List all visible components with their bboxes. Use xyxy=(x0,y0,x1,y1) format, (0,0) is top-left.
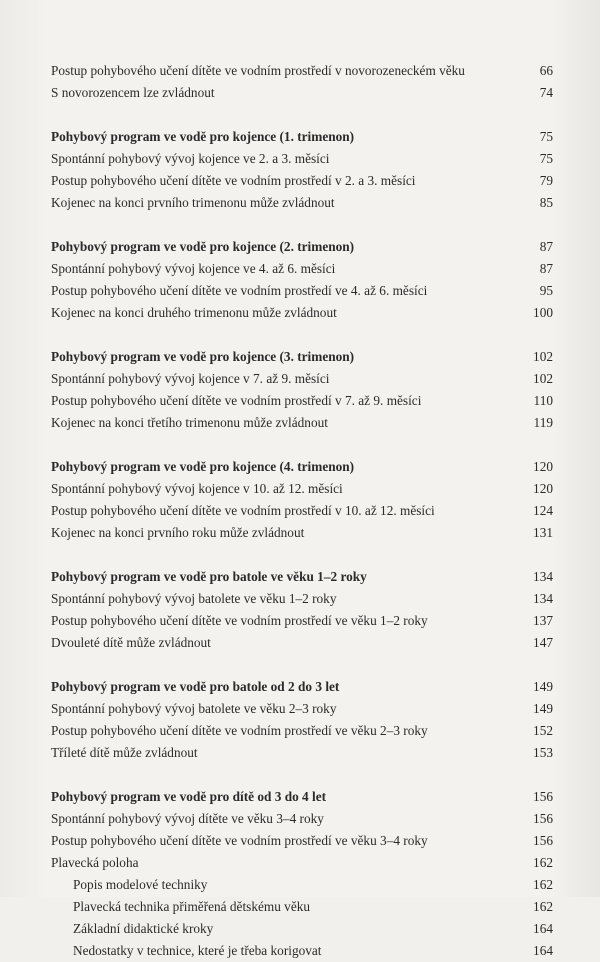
toc-entry xyxy=(51,60,553,82)
toc-entry xyxy=(51,390,553,412)
toc-page-number: 131 xyxy=(533,525,553,540)
toc-page-number: 120 xyxy=(533,459,553,474)
toc-page-number: 147 xyxy=(533,635,553,650)
toc-page-number: 87 xyxy=(539,261,553,276)
toc-entry xyxy=(51,742,553,764)
toc-page-number: 162 xyxy=(533,899,553,914)
toc-section-heading xyxy=(51,786,553,808)
toc-entry xyxy=(51,632,553,654)
toc-page-number: 79 xyxy=(539,173,553,188)
section-gap xyxy=(51,324,553,346)
toc-entry xyxy=(51,522,553,544)
toc-section-heading xyxy=(51,456,553,478)
toc-page-number: 85 xyxy=(539,195,553,210)
toc-page-number: 134 xyxy=(533,591,553,606)
toc-entry-title: Postup pohybového učení dítěte ve vodním prostředí v 7. až 9. měsíci xyxy=(51,393,422,408)
toc-entry xyxy=(51,720,553,742)
section-gap xyxy=(51,434,553,456)
toc-entry-title: Spontánní pohybový vývoj batolete ve věku 2–3 roky xyxy=(51,701,337,716)
toc-entry xyxy=(51,368,553,390)
toc-entry xyxy=(51,258,553,280)
toc-page-number: 66 xyxy=(539,63,553,78)
toc-entry-title: Kojenec na konci prvního roku může zvládnout xyxy=(51,525,305,540)
toc-entry-title: Postup pohybového učení dítěte ve vodním prostředí ve věku 3–4 roky xyxy=(51,833,428,848)
toc-entry-title: Spontánní pohybový vývoj batolete ve věku 1–2 roky xyxy=(51,591,337,606)
toc-entry-title: Nedostatky v technice, které je třeba korigovat xyxy=(73,943,322,958)
toc-entry-title: Popis modelové techniky xyxy=(73,877,208,892)
toc-page-number: 100 xyxy=(533,305,553,320)
toc-entry xyxy=(51,192,553,214)
toc-page-number: 119 xyxy=(533,415,553,430)
toc-entry-title: Postup pohybového učení dítěte ve vodním prostředí ve věku 1–2 roky xyxy=(51,613,428,628)
toc-subentry xyxy=(51,874,553,896)
toc-entry xyxy=(51,280,553,302)
toc-page-number: 164 xyxy=(533,943,553,958)
toc-section-heading xyxy=(51,566,553,588)
toc-page-number: 87 xyxy=(539,239,553,254)
toc-subentry xyxy=(51,918,553,940)
toc-entry-title: Dvouleté dítě může zvládnout xyxy=(51,635,211,650)
toc-entry xyxy=(51,610,553,632)
toc-entry-title: Postup pohybového učení dítěte ve vodním prostředí v 2. a 3. měsíci xyxy=(51,173,416,188)
toc-entry xyxy=(51,412,553,434)
section-gap xyxy=(51,764,553,786)
toc-entry-title: Pohybový program ve vodě pro batole od 2 do 3 let xyxy=(51,679,340,694)
toc-entry-title: Spontánní pohybový vývoj dítěte ve věku 3–4 roky xyxy=(51,811,324,826)
toc-entry-title: Postup pohybového učení dítěte ve vodním prostředí v novorozeneckém věku xyxy=(51,63,465,78)
toc-entry xyxy=(51,148,553,170)
toc-entry xyxy=(51,478,553,500)
toc-page-number: 156 xyxy=(533,833,553,848)
toc-entry xyxy=(51,588,553,610)
toc-entry-title: Pohybový program ve vodě pro kojence (1. trimenon) xyxy=(51,129,355,144)
toc-entry-title: Plavecká technika přiměřená dětskému věku xyxy=(73,899,311,914)
toc-section-heading xyxy=(51,236,553,258)
toc-entry xyxy=(51,500,553,522)
toc-page-number: 102 xyxy=(533,371,553,386)
toc-entry xyxy=(51,698,553,720)
toc-subentry xyxy=(51,940,553,962)
toc-entry-title: Základní didaktické kroky xyxy=(73,921,214,936)
toc-section-heading xyxy=(51,346,553,368)
toc-page-number: 162 xyxy=(533,877,553,892)
toc-subentry xyxy=(51,896,553,918)
toc-entry xyxy=(51,302,553,324)
toc-entry-title: S novorozencem lze zvládnout xyxy=(51,85,215,100)
toc-page-number: 162 xyxy=(533,855,553,870)
toc-page-number: 149 xyxy=(533,679,553,694)
toc-entry xyxy=(51,852,553,874)
toc-entry-title: Plavecká poloha xyxy=(51,855,139,870)
toc-page-number: 156 xyxy=(533,789,553,804)
toc-page-number: 149 xyxy=(533,701,553,716)
toc-entry-title: Postup pohybového učení dítěte ve vodním prostředí ve 4. až 6. měsíci xyxy=(51,283,428,298)
toc-entry-title: Tříleté dítě může zvládnout xyxy=(51,745,198,760)
toc-section-heading xyxy=(51,676,553,698)
toc-page-number: 124 xyxy=(533,503,553,518)
toc-entry-title: Spontánní pohybový vývoj kojence ve 4. až 6. měsíci xyxy=(51,261,336,276)
section-gap xyxy=(51,214,553,236)
section-gap xyxy=(51,654,553,676)
toc-page-number: 156 xyxy=(533,811,553,826)
toc-page-number: 137 xyxy=(533,613,553,628)
toc-section-heading xyxy=(51,126,553,148)
toc-page-number: 74 xyxy=(539,85,553,100)
toc-entry-title: Spontánní pohybový vývoj kojence v 10. až 12. měsíci xyxy=(51,481,343,496)
toc-entry-title: Pohybový program ve vodě pro kojence (2. trimenon) xyxy=(51,239,355,254)
toc-page-number: 120 xyxy=(533,481,553,496)
toc-entry-title: Postup pohybového učení dítěte ve vodním prostředí ve věku 2–3 roky xyxy=(51,723,428,738)
toc-entry xyxy=(51,830,553,852)
toc-entry-title: Pohybový program ve vodě pro batole ve věku 1–2 roky xyxy=(51,569,367,584)
toc-entry-title: Kojenec na konci druhého trimenonu může zvládnout xyxy=(51,305,337,320)
toc-page-number: 95 xyxy=(539,283,553,298)
section-gap xyxy=(51,104,553,126)
toc-entry-title: Pohybový program ve vodě pro kojence (3. trimenon) xyxy=(51,349,355,364)
toc-entry xyxy=(51,170,553,192)
toc-entry-title: Postup pohybového učení dítěte ve vodním prostředí v 10. až 12. měsíci xyxy=(51,503,435,518)
toc-entry xyxy=(51,808,553,830)
section-gap xyxy=(51,544,553,566)
toc-page-number: 134 xyxy=(533,569,553,584)
toc-page-number: 153 xyxy=(533,745,553,760)
toc-page-number: 75 xyxy=(539,129,553,144)
toc-entry-title: Pohybový program ve vodě pro kojence (4. trimenon) xyxy=(51,459,355,474)
table-of-contents xyxy=(51,60,553,962)
toc-entry-title: Kojenec na konci třetího trimenonu může zvládnout xyxy=(51,415,328,430)
toc-page-number: 152 xyxy=(533,723,553,738)
toc-entry-title: Pohybový program ve vodě pro dítě od 3 do 4 let xyxy=(51,789,327,804)
toc-page-number: 110 xyxy=(533,393,553,408)
toc-page-number: 164 xyxy=(533,921,553,936)
toc-entry-title: Spontánní pohybový vývoj kojence ve 2. a 3. měsíci xyxy=(51,151,330,166)
toc-entry-title: Kojenec na konci prvního trimenonu může zvládnout xyxy=(51,195,335,210)
toc-entry-title: Spontánní pohybový vývoj kojence v 7. až 9. měsíci xyxy=(51,371,330,386)
toc-page-number: 102 xyxy=(533,349,553,364)
toc-entry xyxy=(51,82,553,104)
toc-page-number: 75 xyxy=(539,151,553,166)
